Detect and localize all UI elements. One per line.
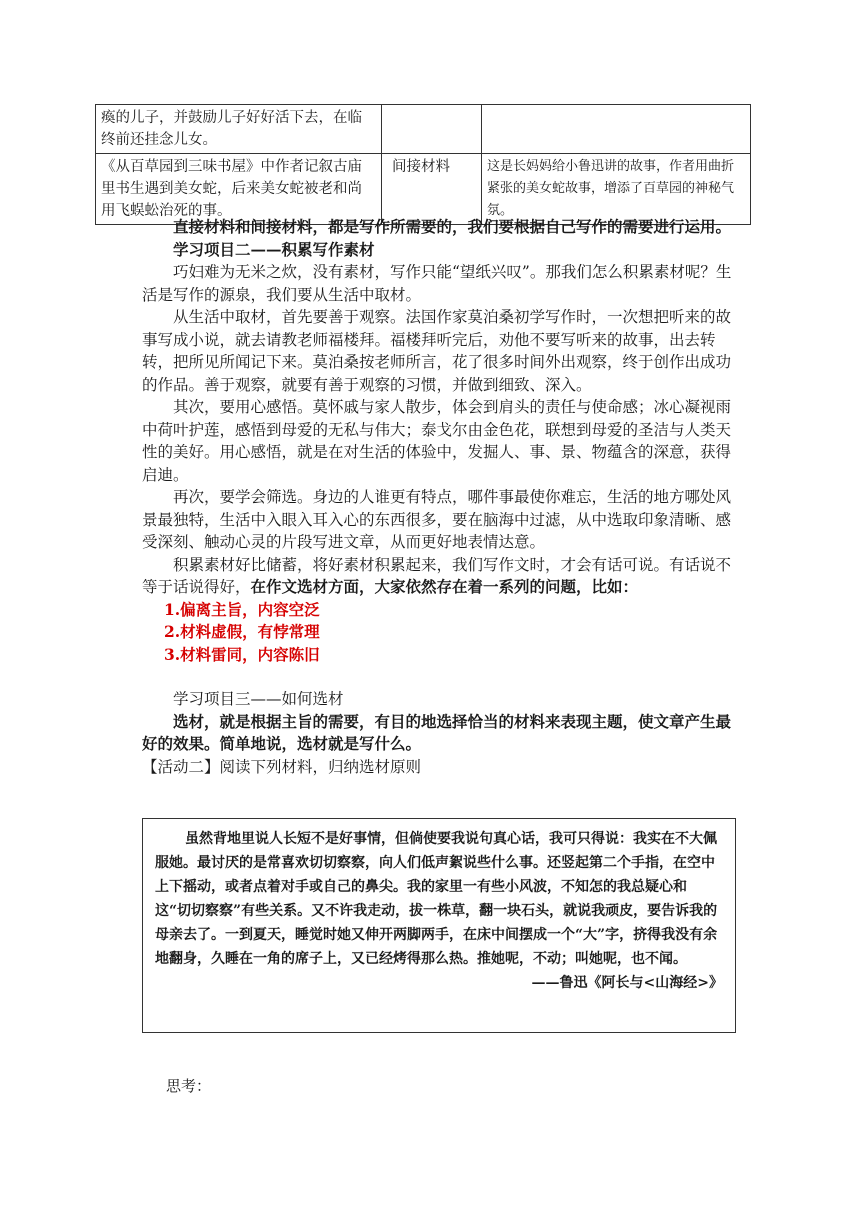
- summary-paragraph: 直接材料和间接材料，都是写作所需要的，我们要根据自己写作的需要进行运用。: [173, 217, 732, 236]
- table-row: [96, 105, 751, 154]
- paragraph: 巧妇难为无米之炊，没有素材，写作只能“望纸兴叹”。那我们怎么积累素材呢？生活是写作的源泉，我们要从生活中取材。: [142, 263, 732, 304]
- excerpt-box: [142, 818, 736, 1033]
- list-item: 3.材料雷同，内容陈旧: [164, 644, 320, 664]
- paragraph: 再次，要学会筛选。身边的人谁更有特点，哪件事最使你难忘，生活的地方哪处风景最独特，生活中入眼入耳入心的东西很多，要在脑海中过滤，从中选取印象清晰、感受深刻、触动心灵的片段写进文章，从而更好地表情达意。: [142, 488, 732, 551]
- paragraph-emphasis: 在作文选材方面，大家依然存在着一系列的问题，比如：: [250, 577, 639, 596]
- material-table: [95, 104, 751, 225]
- section-heading: 学习项目三——如何选材: [173, 690, 344, 708]
- excerpt-text: 虽然背地里说人长短不是好事情，但倘使要我说句真心话，我可只得说：我实在不大佩服她。最讨厌的是常喜欢切切察察，向人们低声絮说些什么事。还竖起第二个手指，在空中上下摇动，或者点着对手或自己的鼻尖。我的家里一有些小风波，不知怎的我总疑心和这“切切察察”有些关系。又不许我走动，拔一株草，翻一块石头，就说我顽皮，要告诉我的母亲去了。一到夏天，睡觉时她又伸开两脚两手，在床中间摆成一个“大”字，挤得我没有余地翻身，久睡在一角的席子上，又已经烤得那么热。推她呢，不动；叫她呢，也不闻。: [155, 831, 718, 967]
- table-cell: 《从百草园到三味书屋》中作者记叙古庙里书生遇到美女蛇，后来美女蛇被老和尚用飞蜈蚣治死的事。: [96, 154, 382, 225]
- definition-paragraph: 选材，就是根据主旨的需要，有目的地选择恰当的材料来表现主题，使文章产生最好的效果。简单地说，选材就是写什么。: [142, 711, 732, 753]
- table-cell: 间接材料: [382, 154, 482, 225]
- table-cell: 这是长妈妈给小鲁迅讲的故事，作者用曲折紧张的美女蛇故事，增添了百草园的神秘气氛。: [482, 154, 751, 225]
- table-row: [96, 154, 751, 225]
- list-item: 2.材料虚假，有悖常理: [164, 622, 320, 641]
- excerpt-source: ——鲁迅《阿长与<山海经>》: [531, 975, 723, 991]
- activity-heading: 【活动二】阅读下列材料，归纳选材原则: [142, 757, 422, 776]
- paragraph: [142, 554, 742, 599]
- section-heading: 学习项目二——积累写作素材: [173, 239, 375, 259]
- document-body: [142, 216, 742, 778]
- list-item: 1.偏离主旨，内容空泛: [164, 599, 320, 619]
- paragraph-text: 积累素材好比储蓄，将好素材积累起来，我们写作文时，才会有话可说。有话说不等于话说得好，: [142, 555, 732, 596]
- table-cell: [482, 105, 751, 154]
- paragraph: 其次，要用心感悟。莫怀戚与家人散步，体会到肩头的责任与使命感；冰心凝视雨中荷叶护莲，感悟到母爱的无私与伟大；泰戈尔由金色花，联想到母爱的圣洁与人类天性的美好。用心感悟，就是在对生活的体验中，发掘人、事、景、物蕴含的深意，获得启迪。: [142, 398, 732, 484]
- table-cell: [382, 105, 482, 154]
- think-label: 思考：: [166, 1077, 212, 1095]
- paragraph: 从生活中取材，首先要善于观察。法国作家莫泊桑初学写作时，一次想把听来的故事写成小说，就去请教老师福楼拜。福楼拜听完后，劝他不要写听来的故事，出去转转，把所见所闻记下来。莫泊桑按老师所言，花了很多时间外出观察，终于创作出成功的作品。善于观察，就要有善于观察的习惯，并做到细致、深入。: [142, 308, 732, 394]
- table-cell: 瘓的儿子，并鼓励儿子好好活下去，在临终前还挂念儿女。: [96, 105, 382, 154]
